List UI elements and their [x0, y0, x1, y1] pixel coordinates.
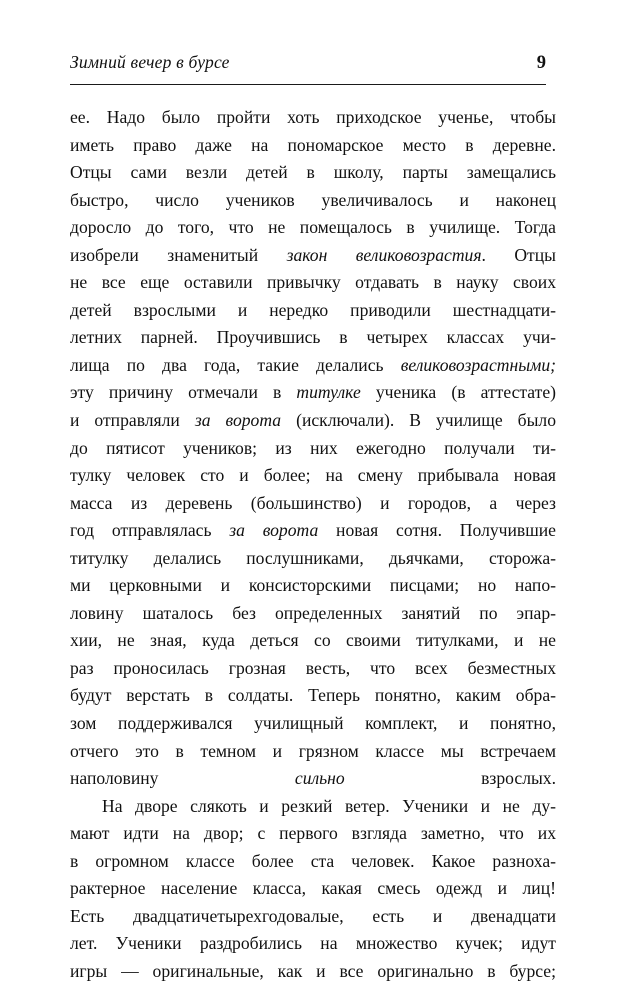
text-run: ее. Надо было пройти хоть приходское ученье, чтобы — [70, 107, 556, 127]
text-line — [70, 765, 556, 793]
text-run: изобрели знаменитый — [70, 244, 287, 265]
text-run: год отправлялась — [70, 520, 230, 541]
text-line — [70, 187, 556, 215]
text-run: будут верстать в солдаты. Теперь понятно, каким обра- — [70, 685, 556, 706]
paragraph — [70, 104, 556, 793]
text-run: На дворе слякоть и резкий ветер. Ученики и не ду- — [102, 795, 556, 816]
header-rule — [70, 84, 546, 85]
text-line — [70, 875, 556, 903]
page-number: 9 — [536, 53, 546, 73]
text-line — [70, 159, 556, 187]
text-line — [70, 517, 556, 545]
emphasis-text: сильно — [294, 768, 345, 789]
text-run: Есть двадцатичетырехгодовалые, есть и двенадцати — [70, 905, 556, 926]
text-run: лища по два года, такие делались — [70, 354, 401, 375]
text-run: взрослых. — [344, 768, 556, 789]
text-line — [70, 655, 556, 683]
text-line — [70, 903, 556, 931]
emphasis-text: закон великовозрастия — [286, 244, 482, 265]
text-run: эту причину отмечали в — [70, 382, 297, 403]
text-line — [70, 958, 556, 986]
text-line — [70, 462, 556, 490]
running-head — [70, 52, 546, 74]
text-run: . Отцы — [481, 244, 556, 265]
text-run: быстро, число учеников увеличивалось и наконец — [70, 189, 556, 210]
text-line — [70, 435, 556, 463]
text-run: ловину шаталось без определенных занятий по эпар- — [70, 602, 556, 623]
text-run: до пятисот учеников; из них ежегодно получали ти- — [70, 437, 556, 458]
text-run: раз проносилась грозная весть, что всех безместных — [70, 657, 556, 678]
text-line — [70, 848, 556, 876]
text-line — [70, 572, 556, 600]
text-run: в огромном классе более ста человек. Какое разноха- — [70, 850, 556, 871]
body-text-block — [70, 104, 556, 986]
text-run: летних парней. Проучившись в четырех классах учи- — [70, 327, 556, 348]
text-line — [70, 600, 556, 628]
text-run: лет. Ученики раздробились на множество кучек; идут — [70, 933, 556, 954]
text-line — [70, 930, 556, 958]
text-line — [70, 545, 556, 573]
emphasis-text: за ворота — [194, 410, 282, 431]
text-run: мают идти на двор; с первого взгляда заметно, что их — [70, 823, 556, 844]
text-line — [70, 379, 556, 407]
text-run: наполовину — [70, 768, 295, 789]
text-run: новая сотня. Получившие — [318, 520, 556, 541]
text-run: титулку делались послушниками, дьячками, сторожа- — [70, 547, 556, 568]
text-line — [70, 820, 556, 848]
text-run: доросло до того, что не помещалось в училище. Тогда — [70, 217, 556, 238]
text-line — [70, 132, 556, 160]
text-line — [70, 490, 556, 518]
text-line — [70, 352, 556, 380]
text-run: ми церковными и консисторскими писцами; но напо- — [70, 575, 556, 596]
emphasis-text: титулке — [296, 382, 361, 403]
running-head-title: Зимний вечер в бурсе — [70, 52, 230, 72]
paragraph — [70, 793, 556, 986]
text-line — [70, 793, 556, 821]
text-line — [70, 738, 556, 766]
text-run: иметь право даже на пономарское место в деревне. — [70, 134, 556, 155]
text-run: рактерное население класса, какая смесь одежд и лиц! — [70, 878, 556, 899]
text-run: зом поддерживался училищный комплект, и понятно, — [70, 713, 556, 734]
text-line — [70, 407, 556, 435]
text-line — [70, 682, 556, 710]
text-line — [70, 269, 556, 297]
text-run: отчего это в темном и грязном классе мы встречаем — [70, 740, 556, 761]
text-run: ученика (в аттестате) — [360, 382, 556, 403]
text-line — [70, 297, 556, 325]
text-line — [70, 214, 556, 242]
text-run: детей взрослыми и нередко приводили шестнадцати- — [70, 299, 556, 320]
text-run: Отцы сами везли детей в школу, парты замещались — [70, 162, 556, 183]
text-line — [70, 710, 556, 738]
text-line — [70, 104, 556, 132]
text-line — [70, 242, 556, 270]
text-run: хии, не зная, куда деться со своими титулками, и не — [70, 630, 556, 651]
text-run: игры — оригинальные, как и все оригинально в бурсе; — [70, 960, 556, 981]
text-run: тулку человек сто и более; на смену прибывала новая — [70, 465, 556, 486]
emphasis-text: великовозрастными; — [400, 354, 556, 375]
text-line — [70, 627, 556, 655]
text-run: не все еще оставили привычку отдавать в науку своих — [70, 272, 556, 293]
text-run: масса из деревень (большинство) и городов, а через — [70, 492, 556, 513]
text-line — [70, 324, 556, 352]
emphasis-text: за ворота — [229, 520, 319, 541]
text-run: и отправляли — [70, 410, 195, 431]
text-run: (исключали). В училище было — [281, 410, 556, 431]
